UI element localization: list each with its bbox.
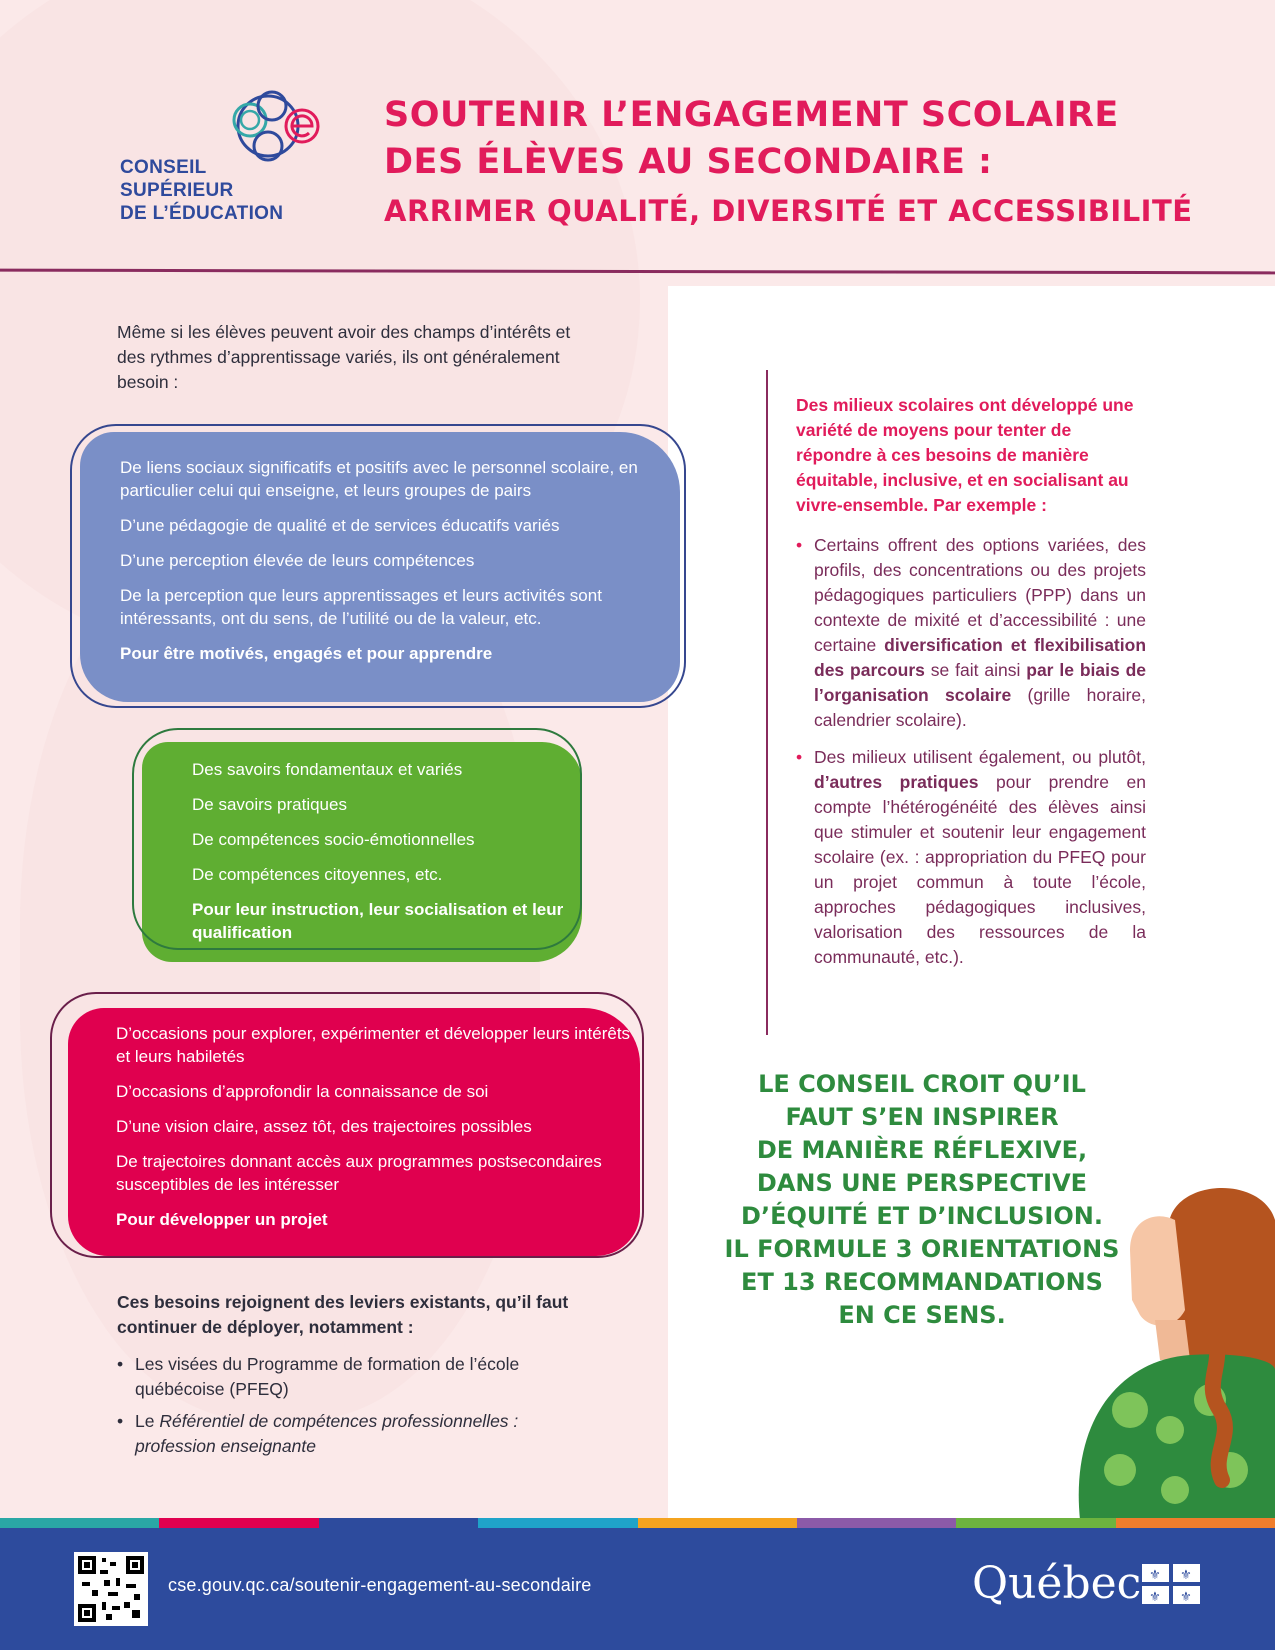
- need-purpose: Pour leur instruction, leur socialisation et leur qualification: [192, 900, 564, 942]
- needs-box-green: [142, 742, 582, 962]
- title-line-1: SOUTENIR L’ENGAGEMENT SCOLAIRE: [384, 95, 1119, 135]
- examples-list: [796, 533, 1146, 982]
- need-item: D’une vision claire, assez tôt, des trajectoires possibles: [116, 1117, 532, 1136]
- need-purpose: Pour être motivés, engagés et pour apprendre: [120, 644, 493, 663]
- page-title: [384, 92, 1224, 236]
- quebec-wordmark: Québec: [972, 1558, 1142, 1609]
- need-item: Des savoirs fondamentaux et variés: [192, 760, 463, 779]
- cse-logo: [120, 78, 350, 228]
- levers-section: [117, 1290, 587, 1466]
- logo-line: DE L’ÉDUCATION: [120, 203, 284, 224]
- examples-intro: Des milieux scolaires ont développé une variété de moyens pour tenter de répondre à ces besoins de manière équitable, inclusive, et en socialisant au vivre-ensemble. Par exemple :: [796, 395, 1134, 515]
- qr-code[interactable]: [74, 1552, 148, 1626]
- footer: [0, 1528, 1275, 1650]
- conclusion-line: FAUT S’EN INSPIRER: [785, 1103, 1059, 1131]
- levers-lead: Ces besoins rejoignent des leviers existants, qu’il faut continuer de déployer, notamment :: [117, 1292, 569, 1337]
- lever-item: • Le Référentiel de compétences professionnelles : profession enseignante: [117, 1409, 587, 1459]
- vertical-divider: [766, 370, 768, 1035]
- example-item: • Des milieux utilisent également, ou plutôt, d’autres pratiques pour prendre en compte l’hétérogénéité des élèves ainsi que stimuler et soutenir leur engagement scolaire (ex. : appropriation du PFEQ pour un projet commun à toute l’école, approches pédagogiques inclusives, valorisation des ressources de la communauté, etc.).: [796, 745, 1146, 970]
- conclusion-line: EN CE SENS.: [838, 1301, 1006, 1329]
- need-item: De compétences socio-émotionnelles: [192, 830, 475, 849]
- needs-box-blue: [80, 432, 680, 702]
- conclusion-line: LE CONSEIL CROIT QU’IL: [758, 1070, 1086, 1098]
- example-item: • Certains offrent des options variées, des profils, des concentrations ou des projets pédagogiques particuliers (PPP) dans un contexte de mixité et d’accessibilité : une certaine diversification et flexibilisation des parcours se fait ainsi par le biais de l’organisation scolaire (grille horaire, calendrier scolaire).: [796, 533, 1146, 733]
- footer-url-link[interactable]: cse.gouv.qc.ca/soutenir-engagement-au-secondaire: [168, 1575, 592, 1595]
- needs-box-red: [68, 1008, 640, 1256]
- quebec-flag-icon: [1142, 1564, 1200, 1604]
- need-item: D’une perception élevée de leurs compétences: [120, 551, 475, 570]
- need-item: D’une pédagogie de qualité et de services éducatifs variés: [120, 516, 560, 535]
- conclusion-line: DANS UNE PERSPECTIVE: [756, 1169, 1088, 1197]
- need-item: De trajectoires donnant accès aux programmes postsecondaires susceptibles de les intéresser: [116, 1152, 602, 1194]
- svg-text:⚜: ⚜: [1180, 1590, 1192, 1604]
- svg-text:⚜: ⚜: [1149, 1590, 1161, 1604]
- need-item: De savoirs pratiques: [192, 795, 347, 814]
- need-item: D’occasions pour explorer, expérimenter et développer leurs intérêts et leurs habiletés: [116, 1024, 631, 1066]
- color-strip: [0, 1518, 1275, 1528]
- need-item: De liens sociaux significatifs et positifs avec le personnel scolaire, en particulier celui qui enseigne, et leurs groupes de pairs: [120, 458, 638, 500]
- conclusion-line: DE MANIÈRE RÉFLEXIVE,: [756, 1136, 1088, 1164]
- student-illustration: [1060, 1180, 1275, 1520]
- lever-item: • Les visées du Programme de formation de l’école québécoise (PFEQ): [117, 1352, 587, 1402]
- title-line-2: DES ÉLÈVES AU SECONDAIRE :: [384, 142, 993, 182]
- svg-text:⚜: ⚜: [1149, 1568, 1161, 1583]
- conclusion-line: IL FORMULE 3 ORIENTATIONS: [724, 1235, 1120, 1263]
- need-item: D’occasions d’approfondir la connaissance de soi: [116, 1082, 489, 1101]
- logo-line: SUPÉRIEUR: [120, 180, 234, 201]
- svg-text:⚜: ⚜: [1180, 1568, 1192, 1583]
- need-item: De compétences citoyennes, etc.: [192, 865, 443, 884]
- conclusion-line: D’ÉQUITÉ ET D’INCLUSION.: [741, 1202, 1103, 1230]
- title-subtitle: ARRIMER QUALITÉ, DIVERSITÉ ET ACCESSIBILITÉ: [384, 194, 1193, 228]
- need-purpose: Pour développer un projet: [116, 1210, 328, 1229]
- conclusion-line: ET 13 RECOMMANDATIONS: [741, 1268, 1103, 1296]
- logo-line: CONSEIL: [120, 157, 207, 178]
- need-item: De la perception que leurs apprentissages et leurs activités sont intéressants, ont du sens, de l’utilité ou de la valeur, etc.: [120, 586, 602, 628]
- intro-text: Même si les élèves peuvent avoir des champs d’intérêts et des rythmes d’apprentissage variés, ils ont généralement besoin :: [117, 322, 571, 392]
